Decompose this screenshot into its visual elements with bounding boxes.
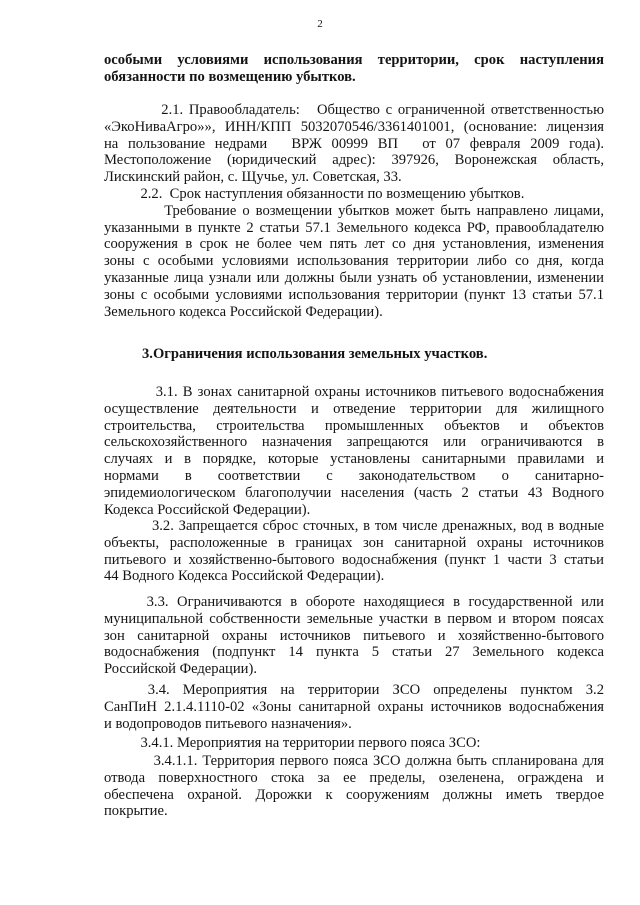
text-line: 3.3. Ограничиваются в обороте находящиеся в государственной или bbox=[104, 594, 604, 610]
text-line: питьевого и хозяйственно-бытового водоснабжения (пункт 1 части 3 статьи bbox=[104, 551, 604, 568]
text-line: особыми условиями использования территории, срок наступления bbox=[104, 52, 604, 68]
section-3-heading: 3.Ограничения использования земельных участков. bbox=[142, 346, 488, 362]
text-line: Лискинский район, с. Щучье, ул. Советская, 33. bbox=[104, 169, 402, 186]
text-line: отвода поверхностного стока за ее пределы, озеленена, ограждена и bbox=[104, 769, 604, 786]
text-line: муниципальной собственности земельные участки в первом и втором поясах bbox=[104, 610, 604, 627]
text-line: покрытие. bbox=[104, 803, 168, 820]
text-line: 3.4.1. Мероприятия на территории первого пояса ЗСО: bbox=[104, 735, 481, 751]
text-line: Российской Федерации). bbox=[104, 661, 257, 678]
paragraph-2-2 bbox=[104, 186, 604, 320]
text-line: Местоположение (юридический адрес): 397926, Воронежская область, bbox=[104, 152, 604, 169]
text-line: Земельного кодекса Российской Федерации). bbox=[104, 303, 383, 320]
text-line: водоснабжения (подпункт 14 пункта 5 статьи 27 Земельного кодекса bbox=[104, 644, 604, 661]
paragraph-3-4 bbox=[104, 682, 604, 732]
text-line: указанные лица узнали или должны были узнать об установлении, изменении bbox=[104, 269, 604, 286]
text-line: «ЭкоНиваАгро»», ИНН/КПП 5032070546/3361401001, (основание: лицензия bbox=[104, 118, 604, 135]
text-line: осуществление деятельности и отведение территории для жилищного bbox=[104, 400, 604, 417]
text-line: зоны с особыми условиями использования территории либо со дня, когда bbox=[104, 253, 604, 270]
text-line: Кодекса Российской Федерации). bbox=[104, 501, 311, 518]
text-line: и водопроводов питьевого назначения». bbox=[104, 715, 352, 732]
text-line: 3.4.1.1. Территория первого пояса ЗСО должна быть спланирована для bbox=[104, 753, 604, 769]
text-line: 3.4. Мероприятия на территории ЗСО определены пунктом 3.2 bbox=[104, 682, 604, 698]
text-line: эпидемиологическом благополучии населения (часть 2 статьи 43 Водного bbox=[104, 484, 604, 501]
text-line: случаях и в порядке, которые установлены санитарными правилами и bbox=[104, 451, 604, 468]
text-line: 3.2. Запрещается сброс сточных, в том числе дренажных, вод в водные bbox=[104, 518, 604, 534]
text-line: обязанности по возмещению убытков. bbox=[104, 68, 356, 85]
text-line: строительства, строительства промышленных объектов и объектов bbox=[104, 417, 604, 434]
text-line: указанными в пункте 2 статьи 57.1 Земельного кодекса РФ, правообладателю bbox=[104, 219, 604, 236]
text-line: зон санитарной охраны источников питьевого и хозяйственно-бытового bbox=[104, 627, 604, 644]
text-line: Требование о возмещении убытков может быть направлено лицами, bbox=[104, 202, 604, 219]
text-line: 44 Водного Кодекса Российской Федерации). bbox=[104, 568, 385, 585]
text-line: зоны с особыми условиями использования территории (пункт 13 статьи 57.1 bbox=[104, 286, 604, 303]
paragraph-3-4-1-1 bbox=[104, 753, 604, 820]
paragraph-3-2 bbox=[104, 518, 604, 585]
text-line: СанПиН 2.1.4.1110-02 «Зоны санитарной охраны источников водоснабжения bbox=[104, 698, 604, 715]
text-line: обеспечена охраной. Дорожки к сооружениям должны иметь твердое bbox=[104, 786, 604, 803]
text-line: сооружения в срок не более чем пять лет со дня установления, изменения bbox=[104, 236, 604, 253]
text-line: 3.1. В зонах санитарной охраны источников питьевого водоснабжения bbox=[104, 384, 604, 400]
text-line: на пользование недрами ВРЖ 00999 ВП от 07 февраля 2009 года). bbox=[104, 135, 604, 152]
text-line: 2.1. Правообладатель: Общество с ограниченной ответственностью bbox=[104, 102, 604, 118]
paragraph-3-1 bbox=[104, 384, 604, 518]
paragraph-3-4-1 bbox=[104, 735, 604, 752]
paragraph-3-3 bbox=[104, 594, 604, 678]
text-line: сельскохозяйственного назначения запрещаются или ограничиваются в bbox=[104, 434, 604, 451]
intro-bold-paragraph bbox=[104, 52, 604, 86]
text-line: объекты, расположенные в границах зон санитарной охраны источников bbox=[104, 534, 604, 551]
text-line: нормами в соответствии с законодательством о санитарно- bbox=[104, 467, 604, 484]
paragraph-2-1 bbox=[104, 102, 604, 186]
text-line: 2.2. Срок наступления обязанности по возмещению убытков. bbox=[104, 186, 525, 202]
page-number: 2 bbox=[317, 18, 323, 30]
